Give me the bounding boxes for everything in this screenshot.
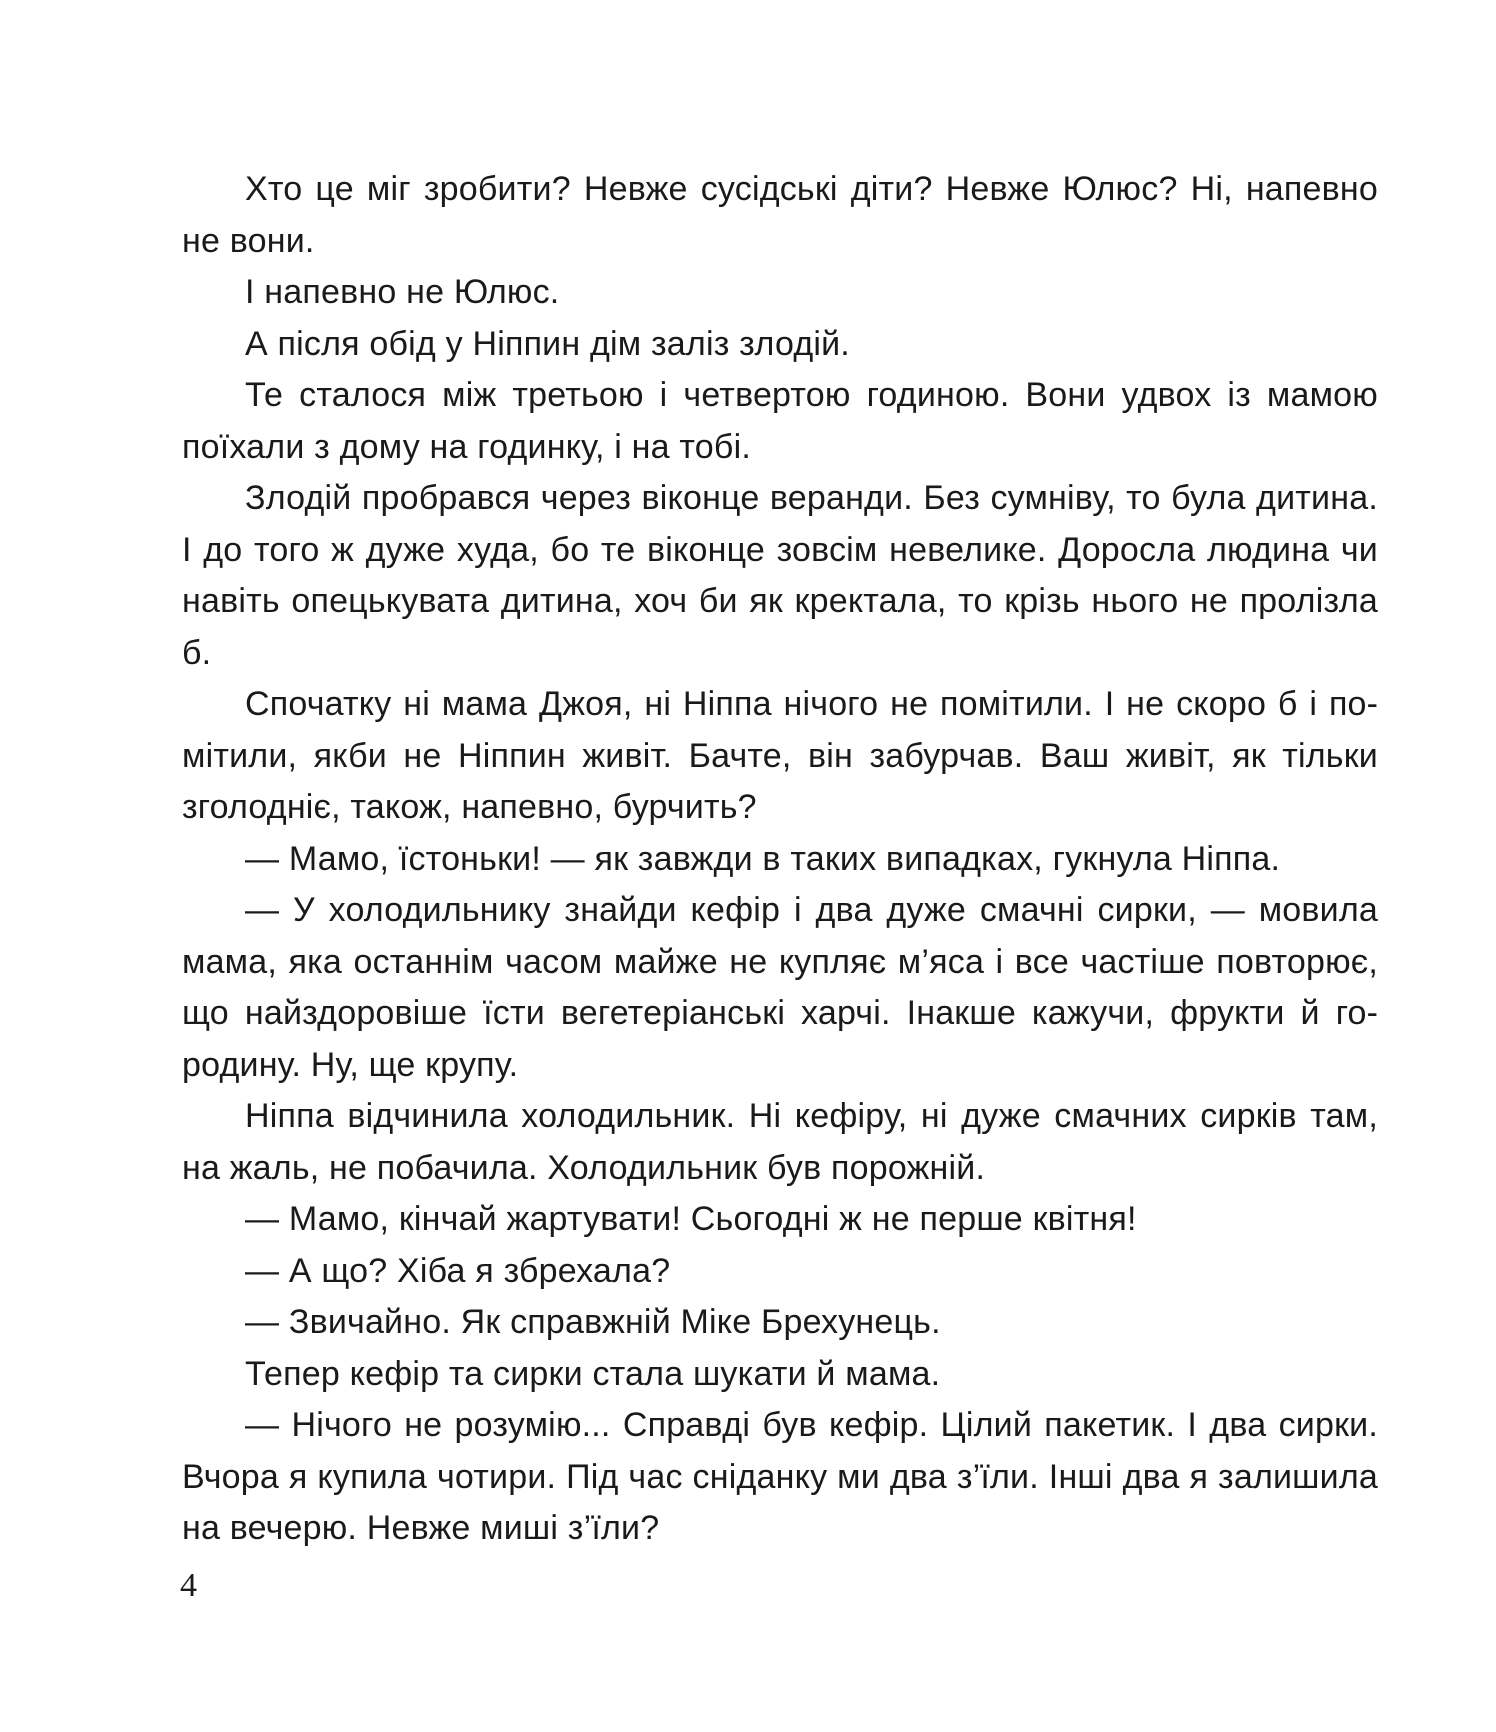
paragraph: Злодій пробрався через віконце веранди. Без сумніву, то була дитина. І до того ж дуже худа, бо те віконце зовсім невелике. Доросла людина чи навіть опецькувата дитина, хоч би як кректала, то крізь нього не пролізла б. <box>182 479 1378 672</box>
paragraph: Те сталося між третьою і четвертою годиною. Вони удвох із мамою поїхали з дому на годинку, і на тобі. <box>182 376 1378 466</box>
paragraph: — Звичайно. Як справжній Міке Брехунець. <box>245 1303 941 1341</box>
paragraph: І напевно не Юлюс. <box>245 273 560 311</box>
paragraph: Спочатку ні мама Джоя, ні Ніппа нічого не помітили. І не скоро б і помітили, якби не Ніппин живіт. Бачте, він забурчав. Ваш живіт, як тільки зголодніє, також, напевно, бурчить? <box>182 685 1378 826</box>
paragraph: Тепер кефір та сирки стала шукати й мама. <box>245 1354 941 1393</box>
page-number: 4 <box>180 1567 197 1604</box>
paragraph: — Мамо, їстоньки! — як завжди в таких випадках, гукнула Ніппа. <box>245 839 1281 878</box>
paragraph: — А що? Хіба я збрехала? <box>245 1251 671 1290</box>
paragraph: Ніппа відчинила холодильник. Ні кефіру, ні дуже смачних сирків там, на жаль, не побачила. Холодильник був порожній. <box>182 1097 1378 1187</box>
paragraph: — Мамо, кінчай жартувати! Сьогодні ж не перше квітня! <box>245 1200 1137 1238</box>
paragraph: — Нічого не розумію... Справді був кефір. Цілий пакетик. І два сирки. Вчора я купила чотири. Під час сніданку ми два з’їли. Інші два я залишила на вечерю. Невже миші з’їли? <box>182 1406 1378 1547</box>
paragraph: Хто це міг зробити? Невже сусідські діти? Невже Юлюс? Ні, напевно не вони. <box>182 170 1378 260</box>
paragraph: — У холодильнику знайди кефір і два дуже смачні сирки, — мовила мама, яка останнім часом майже не купляє м’яса і все частіше повторює, що найздоровіше їсти вегетеріанські харчі. Інакше кажучи, фрукти й городину. Ну, ще крупу. <box>182 891 1378 1084</box>
paragraph: А після обід у Ніппин дім заліз злодій. <box>245 324 850 363</box>
page-body <box>182 164 1378 1555</box>
